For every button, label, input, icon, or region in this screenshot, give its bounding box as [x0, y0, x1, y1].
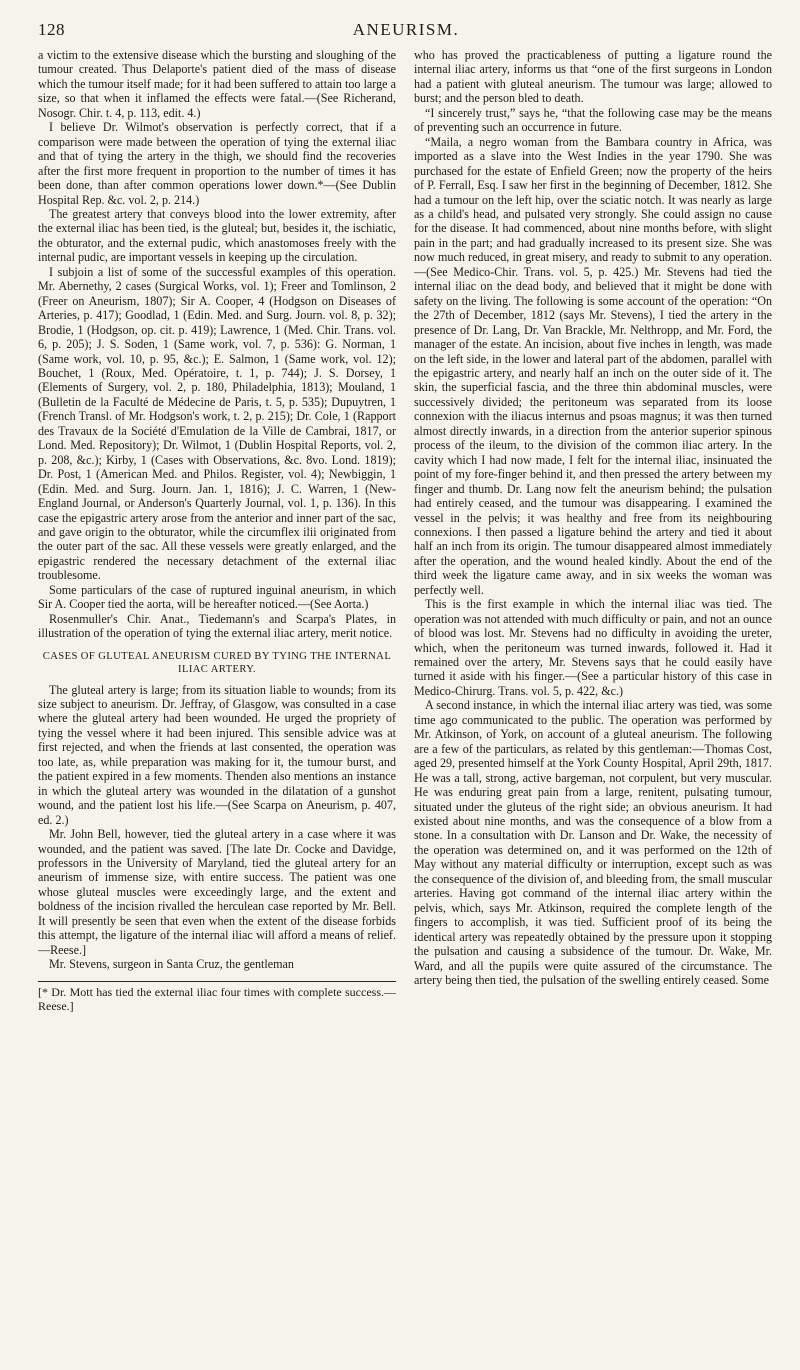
- paragraph: I believe Dr. Wilmot's observation is perfectly correct, that if a comparison were made between the operation of tying the external iliac and that of tying the artery in the thigh, we should find the recoveries after the first more frequent in proportion to the number of times it has been done, than after common operations lower down.*—(See Dublin Hospital Rep. &c. vol. 2, p. 214.): [38, 120, 396, 207]
- right-column: [414, 48, 772, 1348]
- paragraph: The greatest artery that conveys blood into the lower extremity, after the external iliac has been tied, is the gluteal; but, besides it, the ischiatic, the obturator, and the external pudic, which anastomoses freely with the internal pudic, are important vessels in keeping up the circulation.: [38, 206, 396, 265]
- footnote-rule: [38, 981, 396, 982]
- paragraph: who has proved the practicableness of putting a ligature round the internal iliac artery, informs us that “one of the first surgeons in London had a patient with gluteal aneurism. The tumour was large; allowed to burst; and the person bled to death.: [414, 48, 772, 106]
- text-columns: [38, 48, 774, 1348]
- paragraph: Mr. Stevens, surgeon in Santa Cruz, the gentleman: [49, 957, 294, 972]
- section-heading: CASES OF GLUTEAL ANEURISM CURED BY TYING THE INTERNAL ILIAC ARTERY.: [42, 650, 392, 675]
- left-column: [38, 48, 396, 1348]
- paragraph: I subjoin a list of some of the successful examples of this operation. Mr. Abernethy, 2 cases (Surgical Works, vol. 1); Freer and Tomlinson, 2 (Freer on Aneurism, 1807); Sir A. Cooper, 4 (Hodgson on Diseases of Arteries, p. 417); Goodlad, 1 (Edin. Med. and Surg. Journ. vol. 8, p. 32); Brodie, 1 (Hodgson, op. cit. p. 419); Lawrence, 1 (Med. Chir. Trans. vol. 6, p. 205); J. S. Soden, 1 (Same work, vol. 7, p. 536): G. Norman, 1 (Same work, vol. 10, p. 95, &c.); E. Salmon, 1 (Same work, vol. 12); Bouchet, 1 (Roux, Med. Opératoire, t. 1, p. 744); J. S. Dorsey, 1 (Elements of Surgery, vol. 2, p. 180, Philadelphia, 1813); Mouland, 1 (Bulletin de la Faculté de Médecine de Paris, t. 5, p. 535); Dupuytren, 1 (French Transl. of Mr. Hodgson's work, t. 2, p. 215); Dr. Cole, 1 (Rapport des Travaux de la Société d'Emulation de la Ville de Cambrai, 1817, or Lond. Med. Repository); Dr. Wilmot, 1 (Dublin Hospital Reports, vol. 2, p. 208, &c.); Kirby, 1 (Cases with Observations, &c. 8vo. Lond. 1819); Dr. Post, 1 (American Med. and Philos. Register, vol. 4); Newbiggin, 1 (Edin. Med. and Surg. Journ. Jan. 1, 1816); J. C. Warren, 1 (New-England Journal, or Anderson's Quarterly Journal, vol. 1, p. 136). In this case the epigastric artery arose from the anterior and inner part of the sac, and gave origin to the obturator, while the circumflex ilii originated from the outer part of the sac. All these vessels were greatly enlarged, and the epigastric rendered the necessary detachment of the external iliac troublesome.: [38, 264, 396, 583]
- paragraph: Rosenmuller's Chir. Anat., Tiedemann's and Scarpa's Plates, in illustration of the operation of tying the external iliac artery, merit notice.: [38, 611, 396, 641]
- running-title: ANEURISM.: [352, 20, 460, 39]
- paragraph: a victim to the extensive disease which the bursting and sloughing of the tumour created. Thus Delaporte's patient died of the mass of disease which the tumour itself made; for it had been suffered to attain too large a size, so that when it inflamed the effects were fatal.—(See Richerand, Nosogr. Chir. t. 4, p. 113, edit. 4.): [38, 48, 396, 120]
- paragraph: “Maila, a negro woman from the Bambara country in Africa, was imported as a slave into the West Indies in the year 1790. She was purchased for the estate of Enfield Green; now the property of the heirs of P. Ferrall, Esq. I saw her first in the beginning of December, 1812. She had a tumour on the left hip, over the sciatic notch. It was nearly as large as a child's head, and pulsated very strongly. She could assign no cause for the disease. It had commenced, about nine months before, with slight pain in the part; and had gradually increased to its present size. She was now much reduced, in great misery, and ready to submit to any operation.—(See Medico-Chir. Trans. vol. 5, p. 425.) Mr. Stevens had tied the internal iliac on the dead body, and believed that it might be done with safety on the living. The following is some account of the operation: “On the 27th of December, 1812 (says Mr. Stevens), I tied the artery in the presence of Dr. Lang, Dr. Van Brackle, Mr. Nelthropp, and Mr. Ford, the manager of the estate. An incision, about five inches in length, was made on the left side, in the lower and lateral part of the abdomen, parallel with the epigastric artery, and nearly half an inch on the outer side of it. The skin, the superficial fascia, and the three thin abdominal muscles, were successively divided; the peritoneum was separated from its loose connexion with the iliacus internus and psoas magnus; it was then turned almost directly inwards, in a direction from the anterior superior spinous process of the ileum, to the division of the common iliac artery. In the cavity which I had now made, I felt for the internal iliac, insinuated the point of my fore-finger behind it, and then pressed the artery between my finger and thumb. Dr. Lang now felt the aneurism behind; the pulsation had entirely ceased, and the tumour was disappearing. I examined the vessel in the pelvis; it was healthy and free from its neighbouring connexions. I then passed a ligature behind the artery and tied it about half an inch from its origin. The tumour disappeared almost immediately after the operation, and the wound healed kindly. About the end of the third week the ligature came away, and in six weeks the woman was perfectly well.: [414, 134, 772, 597]
- paragraph: Some particulars of the case of ruptured inguinal aneurism, in which Sir A. Cooper tied the aorta, will be hereafter noticed.—(See Aorta.): [38, 582, 396, 612]
- paragraph: Mr. John Bell, however, tied the gluteal artery in a case where it was wounded, and the patient was saved. [The late Dr. Cocke and Davidge, professors in the University of Maryland, tied the gluteal artery for an aneurism of immense size, with entire success. The patient was one whose gluteal muscles were exceedingly large, and the extent and boldness of the incision rivalled the herculean case reported by Mr. Bell. It will presently be seen that even when the extent of the disease forbids this attempt, the ligature of the internal iliac will afford a means of relief.—Reese.]: [38, 827, 396, 957]
- paragraph: This is the first example in which the internal iliac was tied. The operation was not attended with much difficulty or pain, and not an ounce of blood was lost. Mr. Stevens had no difficulty in avoiding the ureter, which, when the peritoneum was turned inwards, followed it. Had it remained over the artery, Mr. Stevens says that he could easily have turned it aside with his finger.—(See a particular history of this case in Medico-Chirurg. Trans. vol. 5, p. 422, &c.): [414, 597, 772, 698]
- paragraph: A second instance, in which the internal iliac artery was tied, was some time ago communicated to the public. The operation was performed by Mr. Atkinson, of York, on account of a gluteal aneurism. The following are a few of the particulars, as related by this gentleman:—Thomas Cost, aged 29, presented himself at the York County Hospital, April 29th, 1817. He was a tall, strong, active bargeman, not corpulent, but very muscular. He was enduring great pain from a large, renitent, pulsating tumour, situated under the gluteus of the right side; an obvious aneurism. It had existed about nine months, and was the consequence of a blow from a stone. In a consultation with Dr. Lanson and Dr. Wake, the necessity of the operation was determined on, and it was performed on the 12th of May without any material difficulty or interruption, except such as was the consequence of the division of, and bleeding from, the small muscular arteries. Having got command of the internal iliac artery within the pelvis, which, says Mr. Atkinson, required the complete length of the fingers to accomplish, it was tied. Sufficient proof of its being the identical artery was repeatedly obtained by the pressure upon it stopping the pulsation and causing a subsidence of the tumour. Dr. Wake, Mr. Ward, and all the pupils were quite assured of the circumstance. The artery being then tied, the pulsation of the swelling entirely ceased. Some: [414, 698, 772, 987]
- footnote: [* Dr. Mott has tied the external iliac four times with complete success.—Reese.]: [38, 984, 396, 1014]
- page-header: [38, 14, 774, 48]
- paragraph: The gluteal artery is large; from its situation liable to wounds; from its size subject to aneurism. Dr. Jeffray, of Glasgow, was consulted in a case where the gluteal artery had been wounded. He urged the propriety of tying the vessel where it had been injured. This sensible advice was at first rejected, and when the friends at last consented, the operation was too late, as, while preparation was making for it, the tumour burst, and the patient expired in a few moments. Thenden also mentions an instance in which the gluteal artery was wounded in the dilatation of a gunshot wound, and the patient lost his life.—(See Scarpa on Aneurism, p. 407, ed. 2.): [38, 682, 396, 827]
- paragraph: “I sincerely trust,” says he, “that the following case may be the means of preventing such an occurrence in future.: [414, 105, 772, 135]
- page-number: 128: [38, 20, 65, 39]
